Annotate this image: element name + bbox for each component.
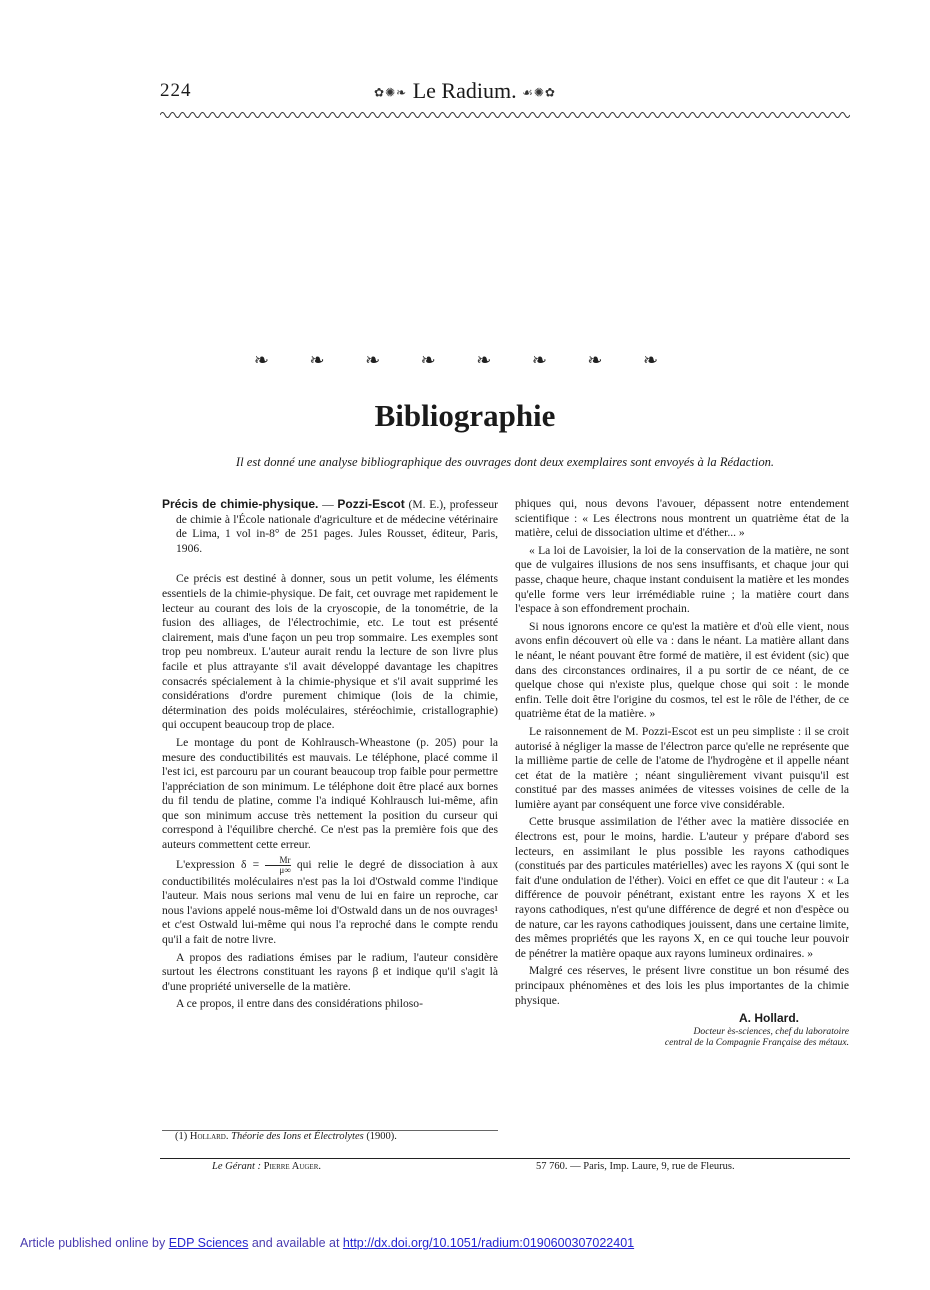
formula-lead: L'expression [176, 857, 241, 871]
gerant-name: Pierre Auger. [263, 1161, 321, 1172]
formula-tail: qui relie le degré de dissociation à aux conductibilités moléculaires n'est pas la loi d'Ostwald comme l'indique l'auteur. Mais nous serions mal venu de lui en faire un reproche, car nous l'avions appelé nous-même loi d'Ostwald dans un de nos ouvrages¹ et c'est Ostwald lui-même qui nous l'a reproché dans le compte rendu qu'il a fait de notre livre. [162, 857, 498, 947]
entry-heading [162, 497, 498, 556]
right-column [515, 497, 849, 1048]
signature-name: A. Hollard. [738, 1011, 799, 1026]
running-title [0, 78, 930, 104]
paragraph: Si nous ignorons encore ce qu'est la matière et d'où elle vient, nous avons enfin découvert où elle va : dans le néant. La matière allant dans le néant, le néant pouvant être formé de matière, il est évident (sic) que dans des circonstances ordinaires, il a pu sortir de ce néant, de ce quelque chose qui n'existe plus, quelque chose qui soit : le monde enfin. Telle doit être l'origine du cosmos, tel est le rôle de l'éther, de ce quatrième état de la matière. » [515, 619, 849, 721]
page-number: 224 [160, 80, 192, 101]
paragraph: phiques qui, nous devons l'avouer, dépassent notre entendement scientifique : « Les électrons nous montrent un quatrième état de la matière, celui de dissociation ultime et d'éther... » [515, 497, 849, 540]
doi-link[interactable]: http://dx.doi.org/10.1051/radium:0190600307022401 [342, 1236, 635, 1250]
paragraph: « La loi de Lavoisier, la loi de la conservation de la matière, ne sont que de vulgaires illusions de nos sens insuffisants, et chaque jour qui passe, chaque heure, chaque instant conduisent la matière et les mondes qu'elle forme vers leur irrémédiable ruine ; la matière court dans l'espace à son effondrement prochain. [515, 543, 849, 616]
fleuron-row-icon: ❧ ❧ ❧ ❧ ❧ ❧ ❧ ❧ [253, 350, 677, 370]
banner-middle: and available at [248, 1236, 343, 1250]
publication-banner [20, 1236, 634, 1250]
formula-numerator: Mr [265, 856, 290, 866]
footnote-author: Hollard. [189, 1131, 229, 1142]
left-ornament-icon: ✿✺❧ [374, 85, 408, 100]
publisher-link[interactable]: EDP Sciences [168, 1236, 249, 1250]
paragraph: A propos des radiations émises par le radium, l'auteur considère surtout les électrons constituant les rayons β et indique qu'il s'agit là d'une propriété universelle de la matière. [162, 950, 498, 993]
signature-line-2: central de la Compagnie Française des métaux. [664, 1036, 849, 1048]
book-author: Pozzi-Escot [337, 497, 405, 511]
footnote-title: Théorie des Ions et Électrolytes [228, 1131, 364, 1142]
left-column [162, 497, 498, 1015]
section-intro: Il est donné une analyse bibliographique des ouvrages dont deux exemplaires sont envoyés à la Rédaction. [235, 455, 775, 469]
footnote [175, 1131, 505, 1142]
section-title: Bibliographie [374, 398, 556, 433]
entry-dash: — [318, 498, 338, 511]
formula-paragraph [162, 856, 498, 948]
book-title: Précis de chimie-physique. [162, 497, 319, 511]
footnote-year: (1900). [363, 1131, 397, 1142]
formula-denominator: μ∞ [279, 864, 291, 875]
paragraph: A ce propos, il entre dans des considérations philoso- [176, 997, 423, 1011]
running-title-text: Le Radium. [412, 78, 517, 103]
gerant-line [212, 1161, 321, 1172]
paragraph: Le montage du pont de Kohlrausch-Wheastone (p. 205) pour la mesure des conductibilités est mauvais. Le téléphone, placé comme il l'est ici, est parcouru par un courant beaucoup trop faible pour permettre l'appréciation de son minimum. Le téléphone doit être placé aux bornes du fil tendu de platine, comme l'a indiqué Kohlrausch lui-même, afin que son minimum accuse très nettement la position du curseur qui correspond à l'équilibre cherché. Ce n'est pas la première fois que des auteurs commettent cette erreur. [162, 735, 498, 852]
signature-line-1: Docteur ès-sciences, chef du laboratoire [693, 1025, 849, 1037]
paragraph: Malgré ces réserves, le présent livre constitue un bon résumé des principaux phénomènes et des lois les plus importantes de la chimie physique. [515, 964, 849, 1007]
paragraph: Ce précis est destiné à donner, sous un petit volume, les éléments essentiels de la chimie-physique. De fait, cet ouvrage met rapidement le lecteur au courant des lois de la cryoscopie, de la tonométrie, de la fusion des alliages, de l'électrochimie, etc. Le tout est présenté clairement, mais d'une façon un peu trop sommaire. Les exemples sont trop peu nombreux. L'auteur aurait rendu la lecture de son livre plus facile et plus attrayante s'il avait développé davantage les chapitres consacrés spécialement à la chimie-physique et s'il avait supprimé les considérations d'ordre purement chimique (lois de la chimie, détermination des poids moléculaires, stéréochimie, cristallographie) qui occupent beaucoup trop de place. [162, 572, 498, 732]
paragraph: Le raisonnement de M. Pozzi-Escot est un peu simpliste : il se croit autorisé à négliger la masse de l'électron parce qu'elle ne représente que la millième partie de celle de l'atome de l'hydrogène et il appelle néant cet état de la matière ; néant singulièrement vivant puisqu'il est constitué par des masses animées de vitesses voisines de celle de la lumière ayant par conséquent une force vive considérable. [515, 724, 849, 811]
paragraph: Cette brusque assimilation de l'éther avec la matière dissociée en électrons est, pour le moins, hardie. L'auteur y prépare d'abord ses lecteurs, en assimilant le plus possible les rayons cathodiques (constitués par des particules matérielles) avec les rayons X (qui sont le fait d'une ondulation de l'éther). Voici en effet ce que dit l'auteur : « La différence de pouvoir pénétrant, existant entre les rayons X et les rayons cathodiques, n'est qu'une différence de degré et non d'espèce ou de nature, car les rayons cathodiques jouissent, dans une certaine limite, des mêmes propriétés que les rayons X, en ce qui touche leur pouvoir de pénétrer la matière opaque aux rayons lumineux ordinaires. » [515, 815, 849, 960]
printer-line: 57 760. — Paris, Imp. Laure, 9, rue de Fleurus. [536, 1161, 735, 1172]
right-ornament-icon: ☙✺✿ [522, 85, 556, 100]
bottom-rule [160, 1158, 850, 1159]
footnote-marker: (1) [175, 1131, 190, 1142]
formula-fraction [265, 856, 290, 875]
wavy-rule [160, 108, 850, 122]
formula-lhs: δ = [240, 857, 260, 871]
banner-prefix: Article published online by [20, 1236, 169, 1250]
gerant-label: Le Gérant : [212, 1161, 264, 1172]
book-details: (M. E.), professeur de chimie à l'École nationale d'agriculture et de médecine vétérinaire de Lima, 1 vol in-8° de 251 pages. Jules Rousset, éditeur, Paris, 1906. [176, 498, 498, 555]
